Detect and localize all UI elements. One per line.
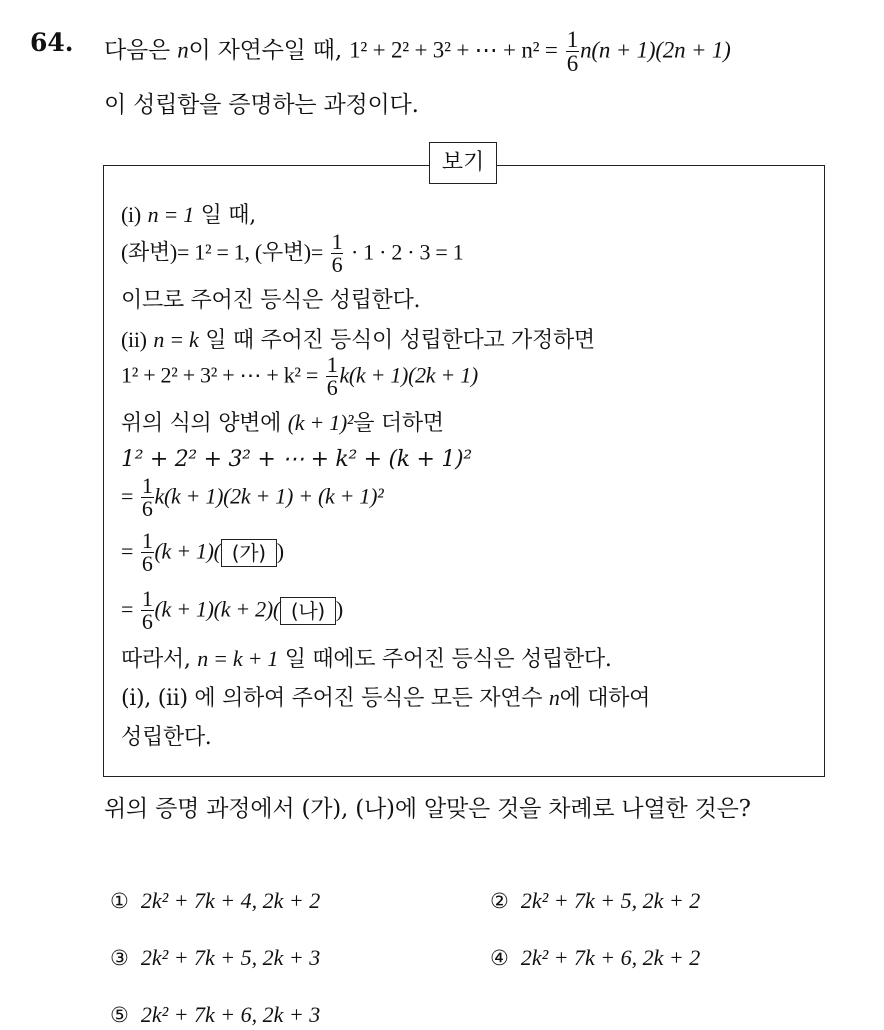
sum-rhs: k(k + 1)(2k + 1): [339, 362, 478, 388]
identity-rhs: n(n + 1)(2n + 1): [580, 37, 731, 63]
proof-line-4: [121, 323, 595, 354]
proof-line-7: 1² + 2² + 3² + ⋯ + k² + (k + 1)²: [121, 447, 472, 472]
frac-denominator: 6: [566, 51, 579, 76]
close-paren: ): [335, 596, 343, 622]
close-paren: ): [276, 538, 284, 564]
frac-denominator: 6: [141, 551, 153, 576]
proof-line-5: [121, 354, 478, 399]
proof-line-9: [121, 530, 284, 575]
choice-text: 2k² + 7k + 6, 2k + 2: [520, 945, 701, 970]
assumption-text: 일 때 주어진 등식이 성립한다고 가정하면: [205, 328, 595, 353]
frac-numerator: 1: [566, 27, 579, 52]
frac-numerator: 1: [141, 528, 153, 553]
proof-line-11: [121, 642, 612, 673]
stem-prefix: 다음은: [104, 37, 171, 64]
math-n-equals-k: n = k: [153, 327, 199, 352]
conclusion-text: 일 때에도 주어진 등식은 성립한다.: [284, 647, 612, 672]
proof-line-13: 성립한다.: [121, 725, 212, 750]
product-expression: · 1 · 2 · 3 = 1: [351, 239, 464, 265]
fraction-one-sixth: [326, 354, 339, 399]
choice-text: 2k² + 7k + 4, 2k + 2: [140, 888, 321, 913]
stem-variable: n: [177, 37, 189, 63]
frac-denominator: 6: [141, 609, 153, 634]
equals-sign: =: [121, 538, 134, 564]
blank-na: (나): [280, 597, 336, 625]
choice-5[interactable]: [110, 1002, 320, 1028]
expression: k(k + 1)(2k + 1) + (k + 1)²: [154, 483, 384, 509]
expression: (k + 1)(: [154, 538, 221, 564]
frac-numerator: 1: [331, 229, 343, 254]
choice-text: 2k² + 7k + 5, 2k + 2: [520, 888, 701, 913]
frac-numerator: 1: [326, 352, 338, 377]
proof-line-12: [121, 681, 650, 712]
term-k-plus-1-squared: (k + 1)²: [287, 410, 354, 435]
fraction-one-sixth: [141, 475, 154, 520]
question-text: 위의 증명 과정에서 (가), (나)에 알맞은 것을 차례로 나열한 것은?: [104, 796, 751, 822]
choice-3[interactable]: [110, 945, 320, 971]
choice-text: 2k² + 7k + 6, 2k + 3: [140, 1002, 321, 1027]
choice-mark: ⑤: [110, 1003, 129, 1027]
problem-stem-line-1: [104, 28, 731, 75]
text-when: 일 때,: [200, 203, 256, 228]
proof-line-3: 이므로 주어진 등식은 성립한다.: [121, 288, 421, 313]
choice-4[interactable]: [490, 945, 700, 971]
choice-mark: ④: [490, 946, 509, 970]
equals-sign: =: [121, 596, 134, 622]
choice-text: 2k² + 7k + 5, 2k + 3: [140, 945, 321, 970]
case-label-i: (i): [121, 202, 141, 227]
frac-numerator: 1: [141, 586, 153, 611]
proof-line-8: [121, 475, 383, 520]
choice-mark: ②: [490, 889, 509, 913]
choice-2[interactable]: [490, 888, 700, 914]
for-text: 에 대하여: [559, 686, 651, 711]
therefore-text: 따라서,: [121, 647, 191, 672]
add-text: 을 더하면: [353, 411, 444, 436]
fraction-one-sixth: [141, 588, 154, 633]
lhs-rhs-text: (좌변)= 1² = 1, (우변)=: [121, 239, 323, 265]
stem-middle: 이 자연수일 때,: [188, 37, 342, 64]
math-n-equals-1: n = 1: [147, 202, 194, 227]
equals-sign: =: [121, 483, 134, 509]
problem-stem-line-2: 이 성립함을 증명하는 과정이다.: [104, 92, 419, 118]
choice-mark: ③: [110, 946, 129, 970]
choice-mark: ①: [110, 889, 129, 913]
variable-n: n: [548, 685, 560, 710]
proof-line-6: [121, 406, 444, 437]
add-both-sides-text: 위의 식의 양변에: [121, 411, 282, 436]
expression: (k + 1)(k + 2)(: [154, 596, 280, 622]
frac-numerator: 1: [141, 473, 153, 498]
fraction-one-sixth: [331, 231, 344, 276]
fraction-one-sixth: [141, 530, 154, 575]
case-label-ii: (ii): [121, 327, 147, 352]
frac-denominator: 6: [326, 375, 338, 400]
math-n-equals-k-plus-1: n = k + 1: [197, 646, 279, 671]
frac-denominator: 6: [331, 252, 343, 277]
identity-fraction: [566, 28, 579, 75]
choice-1[interactable]: [110, 888, 320, 914]
proof-line-2: [121, 231, 463, 276]
bogi-title: 보기: [429, 142, 497, 184]
blank-ga: (가): [221, 539, 277, 567]
proof-line-10: [121, 588, 343, 633]
identity-lhs: 1² + 2² + 3² + ⋯ + n² =: [349, 37, 558, 63]
proof-line-1: [121, 198, 256, 229]
problem-number: 64.: [30, 28, 74, 57]
sum-lhs: 1² + 2² + 3² + ⋯ + k² =: [121, 362, 319, 388]
frac-denominator: 6: [141, 496, 153, 521]
final-text: (i), (ii) 에 의하여 주어진 등식은 모든 자연수: [121, 686, 543, 711]
